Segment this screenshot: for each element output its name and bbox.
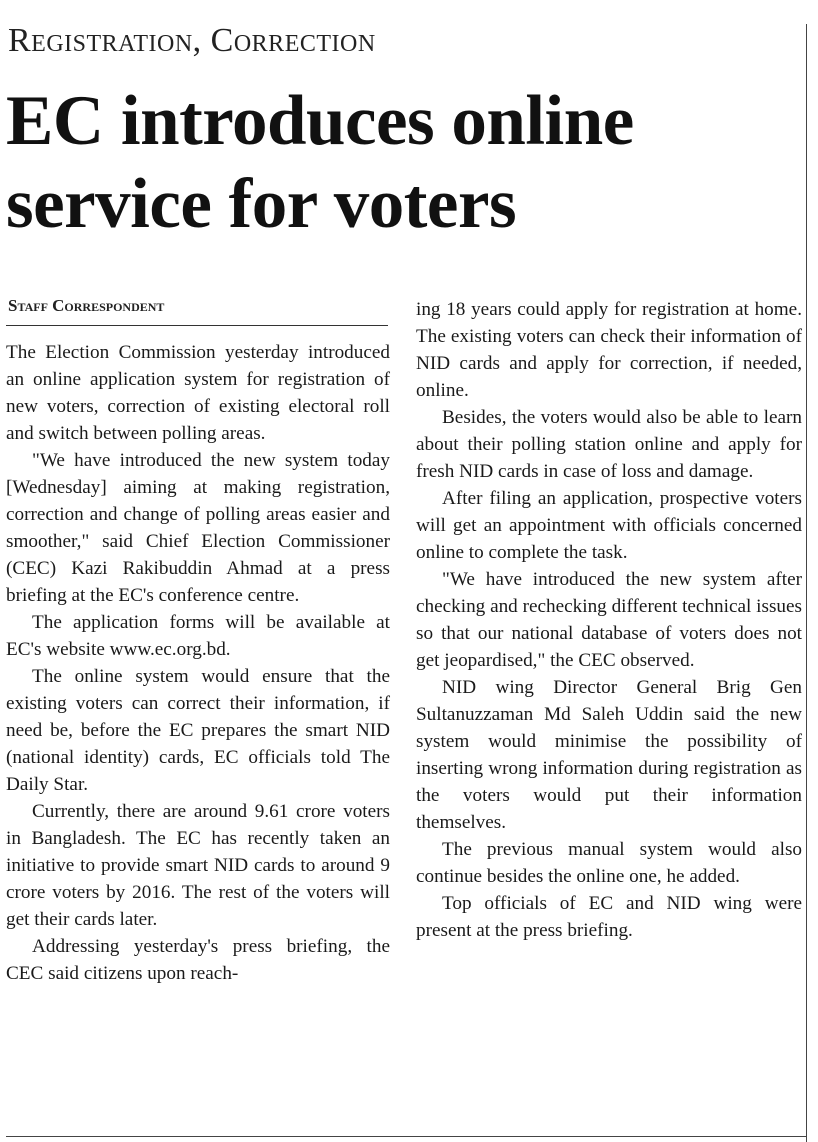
paragraph: The previous manual system would also continue besides the online one, he added.	[416, 839, 802, 887]
bottom-rule	[6, 1136, 806, 1137]
article-headline: EC introduces online service for voters	[6, 82, 634, 243]
paragraph: Currently, there are around 9.61 crore voters in Bangladesh. The EC has recently taken an initiative to provide smart NID cards to around 9 crore voters by 2016. The rest of the voters will get their cards later.	[6, 801, 390, 930]
paragraph: "We have introduced the new system after checking and rechecking different technical issues so that our national database of voters does not get jeopardised," the CEC observed.	[416, 569, 802, 671]
paragraph: Besides, the voters would also be able to learn about their polling station online and apply for fresh NID cards in case of loss and damage.	[416, 407, 802, 482]
paragraph: NID wing Director General Brig Gen Sultanuzzaman Md Saleh Uddin said the new system would minimise the possibility of inserting wrong information during registration as the voters would put their information themselves.	[416, 677, 802, 833]
article-column-left	[6, 339, 390, 987]
paragraph: After filing an application, prospective voters will get an appointment with officials concerned online to complete the task.	[416, 488, 802, 563]
paragraph: Addressing yesterday's press briefing, the CEC said citizens upon reach-	[6, 936, 390, 984]
paragraph: ing 18 years could apply for registration at home. The existing voters can check their information of NID cards and apply for correction, if needed, online.	[416, 299, 802, 401]
paragraph: "We have introduced the new system today [Wednesday] aiming at making registration, correction and change of polling areas easier and smoother," said Chief Election Commissioner (CEC) Kazi Rakibuddin Ahmad at a press briefing at the EC's conference centre.	[6, 450, 390, 606]
paragraph: The application forms will be available at EC's website www.ec.org.bd.	[6, 612, 390, 660]
article-byline: Staff Correspondent	[8, 296, 165, 315]
article-column-right	[416, 296, 802, 944]
article-kicker: Registration, Correction	[8, 22, 376, 59]
byline-rule	[6, 325, 388, 326]
paragraph: The Election Commission yesterday introduced an online application system for registration of new voters, correction of existing electoral roll and switch between polling areas.	[6, 342, 390, 444]
column-rule-right	[806, 24, 807, 1142]
paragraph: Top officials of EC and NID wing were present at the press briefing.	[416, 893, 802, 941]
paragraph: The online system would ensure that the existing voters can correct their information, if need be, before the EC prepares the smart NID (national identity) cards, EC officials told The Daily Star.	[6, 666, 390, 795]
